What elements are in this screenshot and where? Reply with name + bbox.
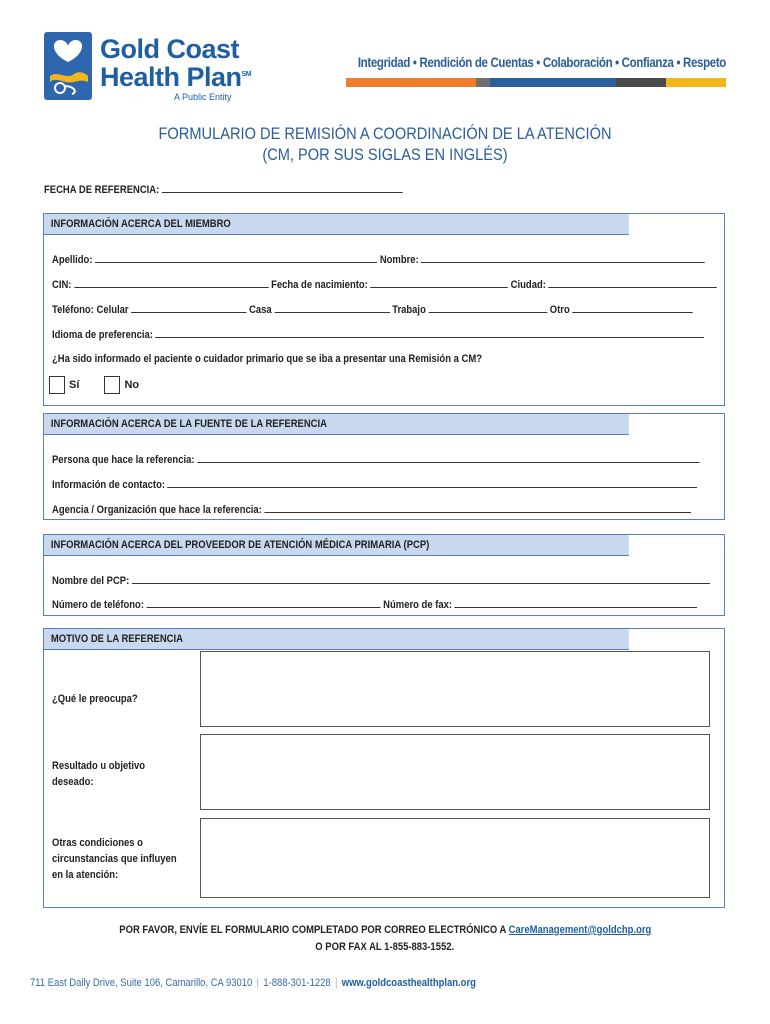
bar-dark	[616, 78, 666, 87]
cin-row[interactable]: CIN: Fecha de nacimiento: Ciudad:	[52, 277, 717, 291]
color-bar	[346, 78, 726, 87]
pcp-nombre-field[interactable]: Nombre del PCP:	[52, 573, 710, 587]
gold-coast-logo	[44, 32, 254, 104]
source-section	[43, 413, 725, 520]
conditions-textbox[interactable]	[200, 818, 710, 898]
goal-label-2: deseado:	[52, 776, 94, 788]
apellido-nombre-row[interactable]: Apellido: Nombre:	[52, 252, 705, 266]
informed-question: ¿Ha sido informado el paciente o cuidador primario que se iba a presentar una Remisión a CM?	[52, 353, 482, 365]
pcp-section	[43, 534, 725, 616]
website-link[interactable]: www.goldcoasthealthplan.org	[341, 977, 476, 989]
telefono-row[interactable]: Teléfono: Celular Casa Trabajo Otro	[52, 302, 693, 316]
email-link[interactable]: CareManagement@goldchp.org	[508, 924, 652, 936]
no-checkbox[interactable]	[104, 376, 120, 394]
logo-subtitle: A Public Entity	[174, 92, 232, 102]
bar-yellow	[666, 78, 726, 87]
reason-section-header: MOTIVO DE LA REFERENCIA	[44, 629, 629, 650]
conditions-label-3: en la atención:	[52, 869, 119, 881]
fecha-referencia-field[interactable]: FECHA DE REFERENCIA:	[44, 182, 403, 196]
bar-gray	[476, 78, 490, 87]
persona-field[interactable]: Persona que hace la referencia:	[52, 452, 699, 466]
footer-address: 711 East Daily Drive, Suite 106, Camarillo, CA 93010 | 1-888-301-1228 | www.goldcoasthealthplan.org	[30, 977, 476, 989]
conditions-label-2: circunstancias que influyen	[52, 853, 177, 865]
logo-line1: Gold Coast	[100, 34, 240, 64]
values-tagline: Integridad • Rendición de Cuentas • Colaboración • Confianza • Respeto	[357, 54, 726, 70]
informed-options	[49, 376, 139, 396]
source-section-header: INFORMACIÓN ACERCA DE LA FUENTE DE LA REFERENCIA	[44, 414, 629, 435]
member-section-header: INFORMACIÓN ACERCA DEL MIEMBRO	[44, 214, 629, 235]
form-subtitle: (CM, POR SUS SIGLAS EN INGLÉS)	[262, 145, 508, 164]
contacto-field[interactable]: Información de contacto:	[52, 477, 697, 491]
concern-textbox[interactable]	[200, 651, 710, 727]
bar-blue	[490, 78, 616, 87]
conditions-label-1: Otras condiciones o	[52, 837, 143, 849]
pcp-section-header: INFORMACIÓN ACERCA DEL PROVEEDOR DE ATENCIÓN MÉDICA PRIMARIA (PCP)	[44, 535, 629, 556]
fax-instructions: O POR FAX AL 1-855-883-1552.	[315, 941, 455, 953]
reason-section	[43, 628, 725, 908]
si-label: Sí	[69, 378, 80, 391]
goal-textbox[interactable]	[200, 734, 710, 810]
agencia-field[interactable]: Agencia / Organización que hace la referencia:	[52, 502, 691, 516]
logo-heart-icon	[44, 32, 92, 100]
si-checkbox[interactable]	[49, 376, 65, 394]
no-label: No	[124, 378, 140, 391]
concern-label: ¿Qué le preocupa?	[52, 693, 138, 705]
submit-instructions: POR FAVOR, ENVÍE EL FORMULARIO COMPLETADO POR CORREO ELECTRÓNICO A CareManagement@goldchp.org	[118, 924, 652, 936]
idioma-row[interactable]: Idioma de preferencia:	[52, 327, 704, 341]
member-section	[43, 213, 725, 406]
pcp-phone-fax-row[interactable]: Número de teléfono: Número de fax:	[52, 597, 697, 611]
form-title: FORMULARIO DE REMISIÓN A COORDINACIÓN DE LA ATENCIÓN	[158, 124, 612, 143]
footer-phone: 1-888-301-1228	[263, 977, 331, 989]
goal-label-1: Resultado u objetivo	[52, 760, 146, 772]
logo-line2: Health Plan℠	[100, 62, 252, 92]
bar-orange	[346, 78, 476, 87]
